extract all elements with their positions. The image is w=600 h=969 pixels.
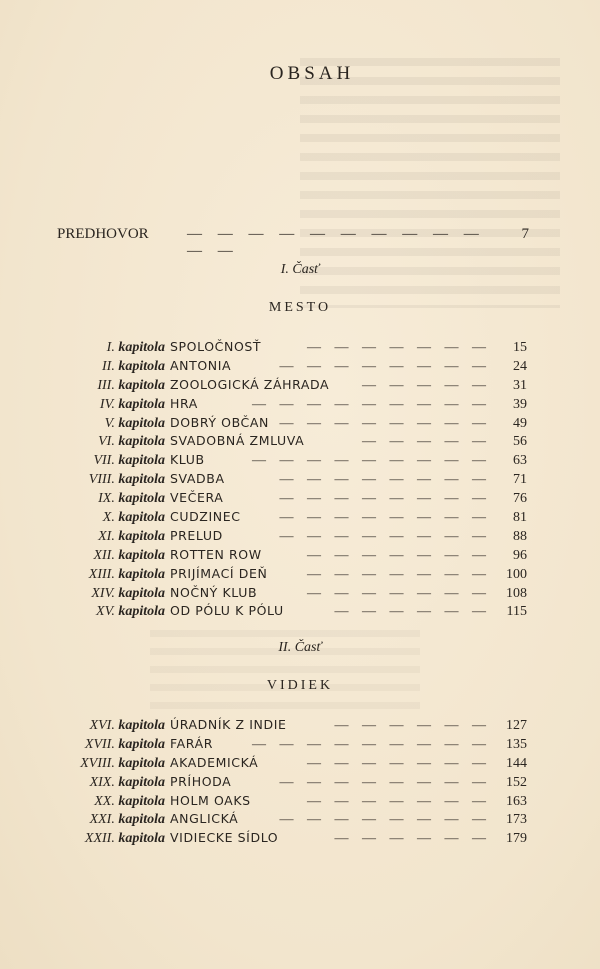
chapter-label	[0, 377, 165, 396]
chapter-title: HOLM OAKS	[170, 792, 251, 808]
toc-entry	[0, 565, 600, 584]
toc-list	[0, 338, 600, 621]
chapter-label	[0, 358, 165, 377]
leader-dashes: — — — — — — —	[307, 793, 491, 809]
chapter-label	[0, 396, 165, 415]
page-number: 163	[506, 793, 527, 809]
leader-dashes: — — — — — — — —	[279, 774, 491, 790]
chapter-word: kapitola	[118, 755, 165, 771]
page-number: 144	[506, 755, 527, 771]
page-number: 39	[513, 396, 527, 412]
chapter-numeral: VIII.	[88, 472, 115, 488]
chapter-word: kapitola	[118, 604, 165, 620]
chapter-word: kapitola	[118, 510, 165, 526]
chapter-title: NOČNÝ KLUB	[170, 584, 258, 600]
chapter-title: AKADEMICKÁ	[170, 754, 259, 770]
toc-entry	[0, 546, 600, 565]
chapter-title: PRÍHODA	[170, 773, 232, 789]
chapter-label	[0, 736, 165, 755]
chapter-numeral: III.	[97, 377, 115, 393]
toc-entry	[0, 773, 600, 792]
chapter-label	[0, 415, 165, 434]
chapter-label	[0, 603, 165, 622]
part-label: II. Časť	[278, 640, 322, 655]
leader-dashes: — — — — — — — —	[279, 358, 491, 374]
chapter-word: kapitola	[118, 358, 165, 374]
leader-dashes: — — — — — — — —	[279, 491, 491, 507]
chapter-title: VIDIECKE SÍDLO	[170, 830, 279, 846]
page-number: 135	[506, 736, 527, 752]
chapter-label	[0, 793, 165, 812]
chapter-numeral: XVII.	[84, 736, 115, 752]
chapter-word: kapitola	[118, 585, 165, 601]
page-number: 179	[506, 831, 527, 847]
leader-dashes: — — — — — — —	[307, 547, 491, 563]
chapter-word: kapitola	[118, 718, 165, 733]
chapter-word: kapitola	[118, 377, 165, 393]
chapter-label	[0, 528, 165, 547]
chapter-label	[0, 585, 165, 604]
chapter-title: ANGLICKÁ	[170, 811, 239, 827]
chapter-title: PRIJÍMACÍ DEŇ	[170, 565, 268, 581]
leader-dashes: — — — — — — — —	[279, 812, 491, 828]
chapter-label	[0, 339, 165, 358]
chapter-numeral: VI.	[98, 434, 115, 450]
page-number: 56	[513, 434, 527, 450]
chapter-numeral: IV.	[99, 396, 115, 412]
chapter-title: DOBRÝ OBČAN	[170, 414, 269, 430]
page-number: 115	[506, 604, 527, 620]
chapter-word: kapitola	[118, 415, 165, 431]
leader-dashes: — — — — — — — — — — — —	[187, 226, 485, 259]
leader-dashes: — — — — — — — —	[279, 415, 491, 431]
chapter-label	[0, 830, 165, 849]
toc-list	[0, 716, 600, 848]
page-number: 7	[521, 226, 529, 242]
leader-dashes: — — — — — — —	[307, 340, 491, 355]
chapter-numeral: IX.	[98, 491, 115, 507]
preface-title: PREDHOVOR	[57, 226, 149, 242]
leader-dashes: — — — — — — — — —	[252, 396, 491, 412]
page-number: 127	[506, 718, 527, 733]
chapter-title: ZOOLOGICKÁ ZÁHRADA	[170, 376, 330, 392]
chapter-numeral: II.	[102, 358, 115, 374]
chapter-numeral: XVIII.	[80, 755, 115, 771]
leader-dashes: — — — — — — — —	[279, 510, 491, 526]
section-title: MESTO	[268, 300, 332, 315]
page-number: 15	[513, 340, 527, 355]
chapter-word: kapitola	[118, 472, 165, 488]
chapter-title: ÚRADNÍK Z INDIE	[170, 717, 287, 732]
chapter-title: SPOLOČNOSŤ	[170, 339, 262, 354]
chapter-label	[0, 490, 165, 509]
chapter-numeral: VII.	[93, 453, 115, 469]
chapter-label	[0, 547, 165, 566]
chapter-numeral: XIX.	[89, 774, 115, 790]
leader-dashes: — — — — — —	[334, 831, 491, 847]
page-number: 81	[513, 510, 527, 526]
leader-dashes: — — — — — — — —	[279, 528, 491, 544]
chapter-numeral: V.	[104, 415, 115, 431]
toc-entry	[0, 357, 600, 376]
chapter-word: kapitola	[118, 812, 165, 828]
chapter-word: kapitola	[118, 774, 165, 790]
chapter-word: kapitola	[118, 793, 165, 809]
page-number: 96	[513, 547, 527, 563]
chapter-title: VEČERA	[170, 490, 224, 506]
page-number: 88	[513, 528, 527, 544]
chapter-numeral: XXII.	[84, 831, 115, 847]
chapter-word: kapitola	[118, 566, 165, 582]
chapter-label	[0, 717, 165, 736]
page-number: 76	[513, 491, 527, 507]
toc-entry	[0, 754, 600, 773]
toc-entry	[0, 451, 600, 470]
chapter-label	[0, 811, 165, 830]
chapter-numeral: XI.	[98, 528, 115, 544]
leader-dashes: — — — — — — — — —	[252, 453, 491, 469]
toc-entry	[0, 792, 600, 811]
toc-entry	[0, 395, 600, 414]
leader-dashes: — — — — — — —	[307, 755, 491, 771]
chapter-label	[0, 433, 165, 452]
page-title: OBSAH	[269, 63, 355, 84]
leader-dashes: — — — — — — —	[307, 566, 491, 582]
chapter-word: kapitola	[118, 831, 165, 847]
chapter-word: kapitola	[118, 528, 165, 544]
chapter-title: ANTONIA	[170, 357, 232, 373]
leader-dashes: — — — — — — —	[307, 585, 491, 601]
chapter-word: kapitola	[118, 396, 165, 412]
chapter-numeral: X.	[102, 510, 115, 526]
toc-entry	[0, 829, 600, 848]
preface-entry	[57, 226, 529, 260]
chapter-word: kapitola	[118, 453, 165, 469]
leader-dashes: — — — — —	[362, 377, 491, 393]
chapter-title: HRA	[170, 395, 198, 411]
chapter-numeral: XIV.	[91, 585, 115, 601]
page-number: 49	[513, 415, 527, 431]
chapter-word: kapitola	[118, 434, 165, 450]
toc-entry	[0, 414, 600, 433]
toc-entry	[0, 376, 600, 395]
chapter-numeral: XX.	[94, 793, 115, 809]
leader-dashes: — — — — — —	[334, 604, 491, 620]
toc-entry	[0, 716, 600, 735]
toc-entry	[0, 508, 600, 527]
page-number: 63	[513, 453, 527, 469]
chapter-label	[0, 471, 165, 490]
chapter-title: OD PÓLU K PÓLU	[170, 603, 284, 619]
chapter-title: SVADBA	[170, 471, 225, 487]
toc-entry	[0, 470, 600, 489]
chapter-word: kapitola	[118, 340, 165, 355]
section-title: VIDIEK	[266, 678, 334, 693]
toc-entry	[0, 735, 600, 754]
chapter-label	[0, 566, 165, 585]
chapter-title: FARÁR	[170, 735, 214, 751]
chapter-word: kapitola	[118, 736, 165, 752]
page-number: 31	[513, 377, 527, 393]
leader-dashes: — — — — —	[362, 434, 491, 450]
page-number: 24	[513, 358, 527, 374]
chapter-title: SVADOBNÁ ZMLUVA	[170, 433, 305, 449]
page-number: 152	[506, 774, 527, 790]
page-number: 108	[506, 585, 527, 601]
part-label: I. Časť	[280, 262, 320, 277]
toc-entry	[0, 432, 600, 451]
leader-dashes: — — — — — — — —	[279, 472, 491, 488]
chapter-word: kapitola	[118, 491, 165, 507]
leader-dashes: — — — — — — — — —	[252, 736, 491, 752]
chapter-label	[0, 755, 165, 774]
chapter-numeral: XV.	[96, 604, 115, 620]
chapter-numeral: XIII.	[88, 566, 115, 582]
chapter-label	[0, 774, 165, 793]
chapter-title: KLUB	[170, 452, 205, 468]
chapter-numeral: I.	[106, 340, 115, 355]
toc-entry	[0, 602, 600, 621]
page-number: 100	[506, 566, 527, 582]
toc-entry	[0, 489, 600, 508]
toc-entry	[0, 338, 600, 357]
chapter-numeral: XXI.	[89, 812, 115, 828]
chapter-label	[0, 509, 165, 528]
chapter-title: CUDZINEC	[170, 509, 241, 525]
toc-entry	[0, 810, 600, 829]
chapter-label	[0, 452, 165, 471]
page-number: 173	[506, 812, 527, 828]
page-number: 71	[513, 472, 527, 488]
toc-entry	[0, 584, 600, 603]
toc-entry	[0, 527, 600, 546]
leader-dashes: — — — — — —	[334, 718, 491, 733]
chapter-numeral: XII.	[93, 547, 115, 563]
chapter-word: kapitola	[118, 547, 165, 563]
chapter-title: PRELUD	[170, 527, 223, 543]
chapter-title: ROTTEN ROW	[170, 546, 262, 562]
chapter-numeral: XVI.	[89, 718, 115, 733]
